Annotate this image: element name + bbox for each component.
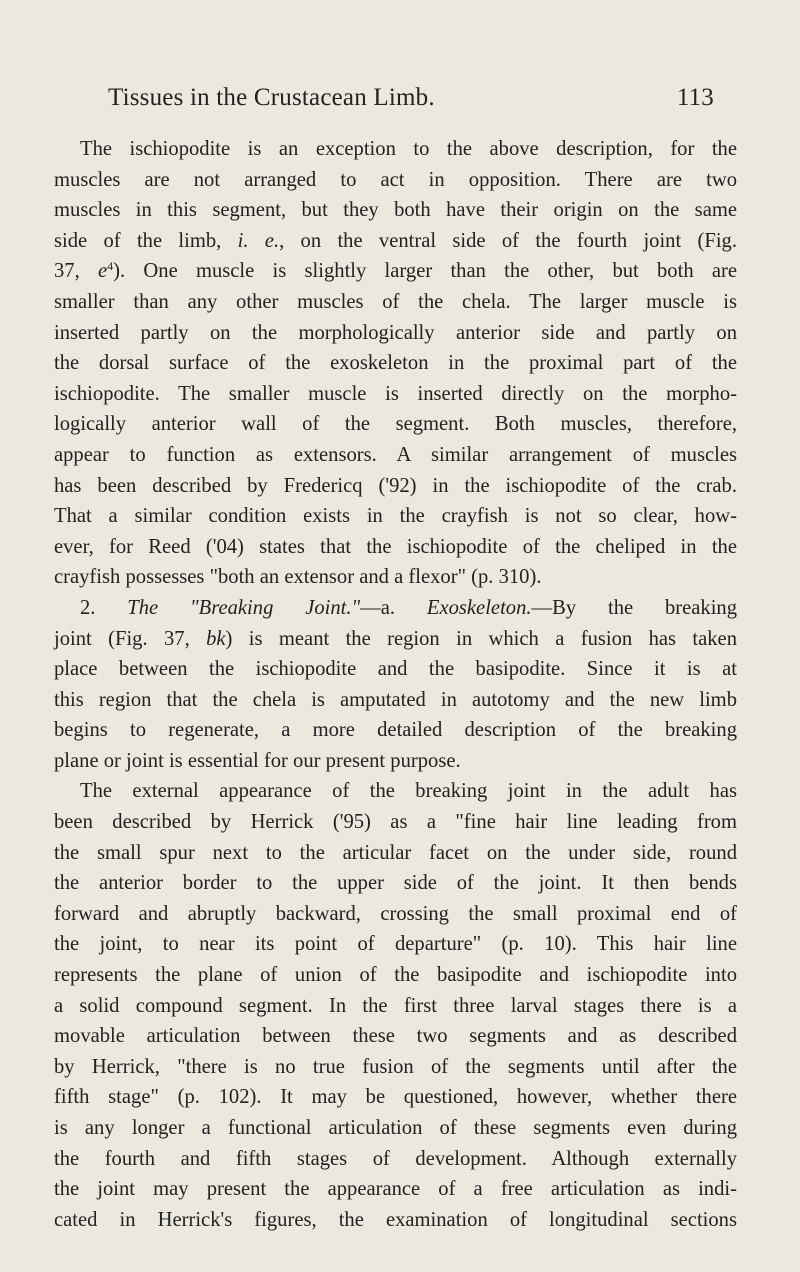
text-line: represents the plane of union of the basipodite and ischiopodite into	[54, 964, 737, 987]
section-heading-line: 2. The "Breaking Joint."—a. Exoskeleton.—By the breaking	[80, 596, 738, 619]
text-line: has been described by Fredericq ('92) in the ischiopodite of the crab.	[54, 474, 737, 497]
text-line: the anterior border to the upper side of the joint. It then bends	[54, 872, 737, 895]
text-line: The external appearance of the breaking joint in the adult has	[80, 780, 737, 803]
text-line: the joint, to near its point of departure" (p. 10). This hair line	[54, 933, 737, 956]
text-line: a solid compound segment. In the first three larval stages there is a	[54, 994, 737, 1017]
text-line: joint (Fig. 37, bk) is meant the region in which a fusion has taken	[54, 627, 737, 650]
text-line: muscles are not arranged to act in opposition. There are two	[54, 168, 737, 191]
text-line: fifth stage" (p. 102). It may be questioned, however, whether there	[54, 1086, 737, 1109]
running-header	[108, 84, 714, 124]
text-line: the dorsal surface of the exoskeleton in the proximal part of the	[54, 352, 737, 375]
text-line: inserted partly on the morphologically anterior side and partly on	[54, 321, 737, 344]
text-line: been described by Herrick ('95) as a "fine hair line leading from	[54, 811, 737, 834]
text-line: ever, for Reed ('04) states that the ischiopodite of the cheliped in the	[54, 535, 737, 558]
text-line: ischiopodite. The smaller muscle is inserted directly on the morpho-	[54, 382, 737, 405]
text-line: logically anterior wall of the segment. Both muscles, therefore,	[54, 413, 737, 436]
text-line: is any longer a functional articulation of these segments even during	[54, 1117, 737, 1139]
text-line: cated in Herrick's figures, the examination of longitudinal sections	[54, 1208, 737, 1231]
text-line: side of the limb, i. e., on the ventral side of the fourth joint (Fig.	[54, 229, 737, 252]
text-line: That a similar condition exists in the crayfish is not so clear, how-	[54, 505, 737, 528]
text-line: muscles in this segment, but they both have their origin on the same	[54, 199, 737, 222]
text-line: the small spur next to the articular facet on the under side, round	[54, 841, 737, 864]
body-text	[54, 134, 737, 1235]
text-line: forward and abruptly backward, crossing the small proximal end of	[54, 902, 737, 925]
text-line: the fourth and fifth stages of development. Although externally	[54, 1147, 737, 1170]
text-line: the joint may present the appearance of a free articulation as indi-	[54, 1178, 737, 1201]
running-title: Tissues in the Crustacean Limb.	[108, 84, 435, 111]
text-line: movable articulation between these two segments and as described	[54, 1025, 737, 1048]
text-line: appear to function as extensors. A similar arrangement of muscles	[54, 443, 737, 466]
text-line: plane or joint is essential for our present purpose.	[54, 749, 461, 772]
text-line: The ischiopodite is an exception to the above description, for the	[80, 138, 737, 160]
page-number: 113	[676, 84, 714, 111]
text-line: smaller than any other muscles of the chela. The larger muscle is	[54, 290, 737, 313]
text-line: crayfish possesses "both an extensor and a flexor" (p. 310).	[54, 566, 542, 589]
text-line: place between the ischiopodite and the basipodite. Since it is at	[54, 658, 737, 681]
text-line: 37, $e^4$). One muscle is slightly larger than the other, but both are	[54, 259, 737, 283]
text-line: by Herrick, "there is no true fusion of the segments until after the	[54, 1055, 737, 1078]
text-line: this region that the chela is amputated in autotomy and the new limb	[54, 688, 737, 711]
text-line: begins to regenerate, a more detailed description of the breaking	[54, 719, 737, 742]
